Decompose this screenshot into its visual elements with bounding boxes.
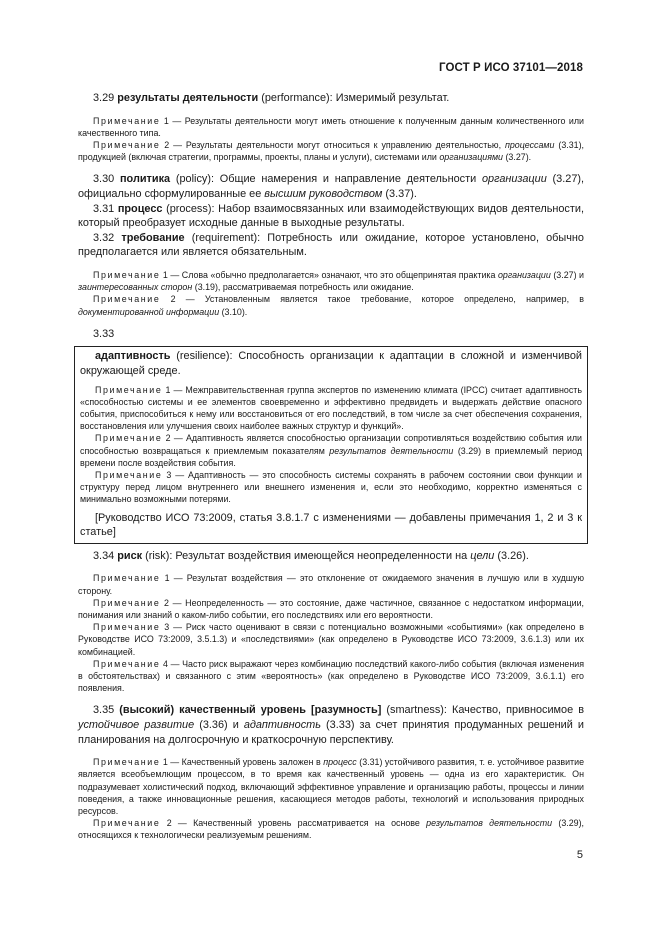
content bbox=[78, 91, 584, 842]
entry-3-32: 3.32 требование (requirement): Потребность или ожидание, которое установлено, обычно предполагается или является обязательным. bbox=[78, 231, 584, 259]
source-reference: [Руководство ИСО 73:2009, статья 3.8.1.7 с изменениями — добавлены примечания 1, 2 и 3 к статье] bbox=[80, 511, 582, 539]
entry-3-30: 3.30 политика (policy): Общие намерения и направление деятельности организации (3.27), официально сформулированные ее высшим руководством (3.37). bbox=[78, 173, 585, 200]
term: политика bbox=[119, 173, 171, 186]
note: Примечание 1 — Результаты деятельности могут иметь отношение к полученным данным количественного или качественного типа. bbox=[78, 115, 585, 138]
note: Примечание 2 — Установленным является такое требование, которое определено, например, в документированной информации (3.10). bbox=[78, 294, 584, 317]
document-id: ГОСТ Р ИСО 37101—2018 bbox=[438, 62, 583, 74]
note: Примечание 2 — Адаптивность является способностью организации сопротивляться воздействию события или способностью возвращаться к приемлемым показателям результатов деятельности (3.29) в приемлемый период времени после воздействия события. bbox=[80, 433, 583, 468]
note: Примечание 3 — Адаптивность — это способность системы сохранять в рабочем состоянии свои функции и структуру перед лицом внутреннего или внешнего изменения и, если это необходимо, корректно изменяться с минимально возможными потерями. bbox=[80, 469, 582, 505]
entry-3-33: адаптивность (resilience): Способность организации к адаптации в сложной и изменчивой окружающей среде. bbox=[80, 350, 582, 377]
page-number: 5 bbox=[576, 849, 583, 861]
note: Примечание 1 — Результат воздействия — это отклонение от ожидаемого значения в лучшую или в худшую сторону. bbox=[78, 573, 585, 596]
term: процесс bbox=[117, 202, 163, 215]
note: Примечание 1 — Качественный уровень заложен в процесс (3.31) устойчивого развития, т. е. устойчивое развитие является всеобъемлющим процессом, в то время как качественный уровень — одна из его характеристик. Он подразумевает холистический подход, включающий эффективное управление и организацию работы, процессы и линии поведения, а также инновационные решения, касающиеся методов работы, технологий и использования природных ресурсов. bbox=[78, 757, 585, 816]
note: Примечание 2 — Результаты деятельности могут относиться к управлению деятельностью, процессами (3.31), продукцией (включая стратегии, программы, проекты, планы и услуги), системами или организациями (3.27). bbox=[78, 140, 585, 163]
note: Примечание 2 — Неопределенность — это состояние, даже частичное, связанное с недостатком информации, понимания или знаний о каком-либо событии, его последствиях или его вероятности. bbox=[78, 597, 585, 620]
entry-3-31: 3.31 процесс (process): Набор взаимосвязанных или взаимодействующих видов деятельности, который преобразует исходные данные в выходные результаты. bbox=[78, 202, 584, 230]
entry-3-33-box bbox=[74, 346, 588, 543]
term: (высокий) качественный уровень [разумность] bbox=[119, 704, 382, 717]
note: Примечание 2 — Качественный уровень рассматривается на основе результатов деятельности (3.29), относящихся к технологически реализуемым решениям. bbox=[78, 818, 585, 841]
note: Примечание 1 — Слова «обычно предполагается» означают, что это общепринятая практика организации (3.27) и заинтересованных сторон (3.19), рассматриваемая потребность или ожидание. bbox=[78, 269, 585, 293]
entry-3-29: 3.29 результаты деятельности (performance): Измеримый результат. bbox=[93, 92, 450, 104]
term: адаптивность bbox=[95, 350, 171, 363]
note: Примечание 4 — Часто риск выражают через комбинацию последствий какого-либо события (включая изменения в обстоятельствах) и связанного с этим «вероятность» (как определено в Руководстве ИСО 73:2009, 3.6.1.1) его появления. bbox=[78, 658, 584, 694]
entry-3-34: 3.34 риск (risk): Результат воздействия имеющейся неопределенности на цели (3.26). bbox=[93, 549, 529, 562]
term: результаты деятельности bbox=[117, 92, 259, 104]
term: риск bbox=[117, 549, 143, 562]
note: Примечание 3 — Риск часто оценивают в связи с потенциально возможными «событиями» (как определено в Руководстве ИСО 73:2009, 3.5.1.3) и «последствиями» (как определено в Руководстве ИСО 73:2009, 3.6.1.3) или их комбинацией. bbox=[78, 622, 585, 657]
note: Примечание 1 — Межправительственная группа экспертов по изменению климата (IPCC) считает адаптивность «способностью системы и ее элементов своевременно и эффективно предвидеть и выдержать действие опасного события, приспособиться к нему или восстановиться от его последствий, в том числе за счет обеспечения сохранения, восстановления или улучшения своих наиболее важных структур и функций». bbox=[80, 384, 582, 432]
term: требование bbox=[121, 231, 185, 244]
entry-3-35: 3.35 (высокий) качественный уровень [разумность] (smartness): Качество, привносимое в устойчивое развитие (3.36) и адаптивность (3.33) за счет принятия продуманных решений и планирования на долгосрочную и краткосрочную перспективу. bbox=[78, 704, 584, 746]
entry-3-33-number: 3.33 bbox=[93, 327, 115, 340]
